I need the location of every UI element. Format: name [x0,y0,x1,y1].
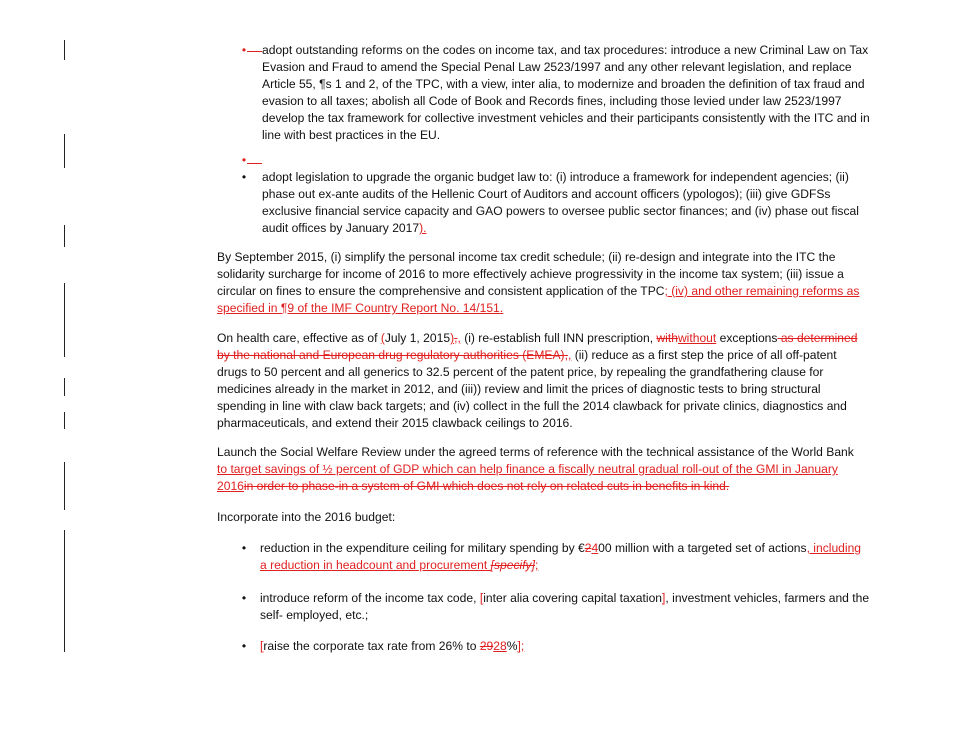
change-bar [64,462,65,510]
inserted-text: 28 [493,639,507,653]
change-bar [64,225,65,247]
bullet-marker: • [241,153,247,167]
inserted-text: , [457,331,461,345]
change-bar [64,530,65,652]
list-item [262,42,870,144]
paragraph-text: July 1, 2015 [384,331,451,345]
deleted-text: 29 [479,639,494,653]
inserted-text: ; [520,639,525,653]
list-item [260,638,870,655]
inserted-text: [ [260,639,264,653]
inserted-text: [ [479,591,484,605]
change-bar [64,40,65,60]
paragraph [217,249,867,317]
list-item-text: % [506,639,518,653]
list-item-text: 00 million with a targeted set of actions [598,541,807,555]
inserted-text: without [677,331,717,345]
paragraph [217,330,867,432]
change-bar [64,412,65,429]
paragraph-text: exceptions [716,331,778,345]
change-bar [64,283,65,357]
deleted-text: in order to phase-in a system of GMI which does not rely on related cuts in benefits in kind. [243,479,730,493]
inserted-text: . [499,301,504,315]
deleted-text: with [656,331,678,345]
list-item-text: adopt outstanding reforms on the codes on income tax, and tax procedures: introduce a new Criminal Law on Tax Evasion and Fraud to amend the Special Penal Law 2523/1997 and any other relevant legislation, and replace Article 55, ¶s 1 and 2, of the TPC, with a view, inter alia, to modernize and broaden the definition of tax fraud and evasion to all taxes; abolish all Code of Book and Records fines, including those levied under law 2523/1997 develop the tax framework for collective investment vehicles and their participants consistently with the ITC and in line with best practices in the EU. [262,43,870,142]
paragraph-text: (ii) reduce as a first step the price of all off-patent drugs to 50 percent and all generics to 32.5 percent of the patent price, by repealing the grandfathering clause for [217,348,837,379]
insert-line [247,51,262,52]
bullet-marker: • [241,170,247,184]
deleted-text: 2 [584,541,592,555]
insert-line [247,163,262,164]
bullet-marker: • [241,43,247,57]
paragraph [217,444,867,495]
inserted-text: 4 [591,541,599,555]
paragraph-text: By September 2015, (i) simplify the personal income tax credit schedule; (ii) re-design and integrate into the ITC the solidarity surcharge for income of 2016 to more effectively achieve progressivity in the income tax system; (iii) issue a circular on fines to ensure the comprehensive and consistent application of the TPC [217,250,844,298]
inserted-text: ) [450,331,455,345]
change-bar [64,134,65,168]
inserted-text: ] [662,591,666,605]
inserted-text: ; (iv) and other remaining reforms as specified in ¶9 of the IMF Country Report No. 14/151 [217,284,860,315]
paragraph [217,509,867,526]
list-item [260,540,870,574]
paragraph-text: Incorporate into the 2016 budget: [217,510,396,524]
list-item-text: reduction in the expenditure ceiling for military spending by € [260,541,585,555]
paragraph-text: (i) re-establish full INN prescription, [460,331,657,345]
list-item-text: raise the corporate tax rate from 26% to [263,639,480,653]
bullet-marker: • [241,639,247,653]
deleted-text: [specify] [490,558,535,572]
inserted-text: to target savings of ½ percent of GDP which can help finance a fiscally neutral gradual roll-out of the GMI in January 2016 [217,462,838,493]
inserted-text: , [567,348,572,362]
paragraph-text: Launch the Social Welfare Review under the agreed terms of reference with the technical assistance of the World Bank [217,445,854,459]
inserted-text: ] [517,639,521,653]
list-item-text: , investment vehicles, farmers and the self- employed, etc.; [260,591,870,622]
list-item-text: inter alia covering capital taxation [483,591,663,605]
list-item [262,169,870,237]
bullet-marker: • [241,541,247,555]
list-item-text: introduce reform of the income tax code, [260,591,480,605]
inserted-text: ). [419,221,427,235]
inserted-text: ( [380,331,385,345]
paragraph-text: On health care, effective as of [217,331,381,345]
inserted-text: , including a reduction in headcount and procurement [260,541,862,572]
deleted-text: , [454,331,458,345]
list-item [260,590,870,624]
change-bar [64,378,65,396]
list-item-text: adopt legislation to upgrade the organic budget law to: (i) introduce a framework for independent agencies; (ii) phase out ex-ante audits of the Hellenic Court of Auditors and account officers (ypologos); (iii) give GDFSs exclusive financial service capacity and GAO powers to oversee public sector finances; and (iv) phase out fiscal audit offices by January 2017 [262,170,859,235]
deleted-text: , [564,348,568,362]
inserted-text: ; [534,558,539,572]
paragraph-text: medicines already in the market in 2012, and (iii)) review and limit the prices of diagnostic tests to bring structural spending in line with claw back targets; and (iv) collect in the full the 2014 clawback for private clinics, diagnostics and pharmaceuticals, and extend their 2015 clawback ceilings to 2016. [217,382,847,430]
deleted-text: as determined by the national and European drug regulatory authorities (EMEA) [217,331,858,362]
bullet-marker: • [241,591,247,605]
